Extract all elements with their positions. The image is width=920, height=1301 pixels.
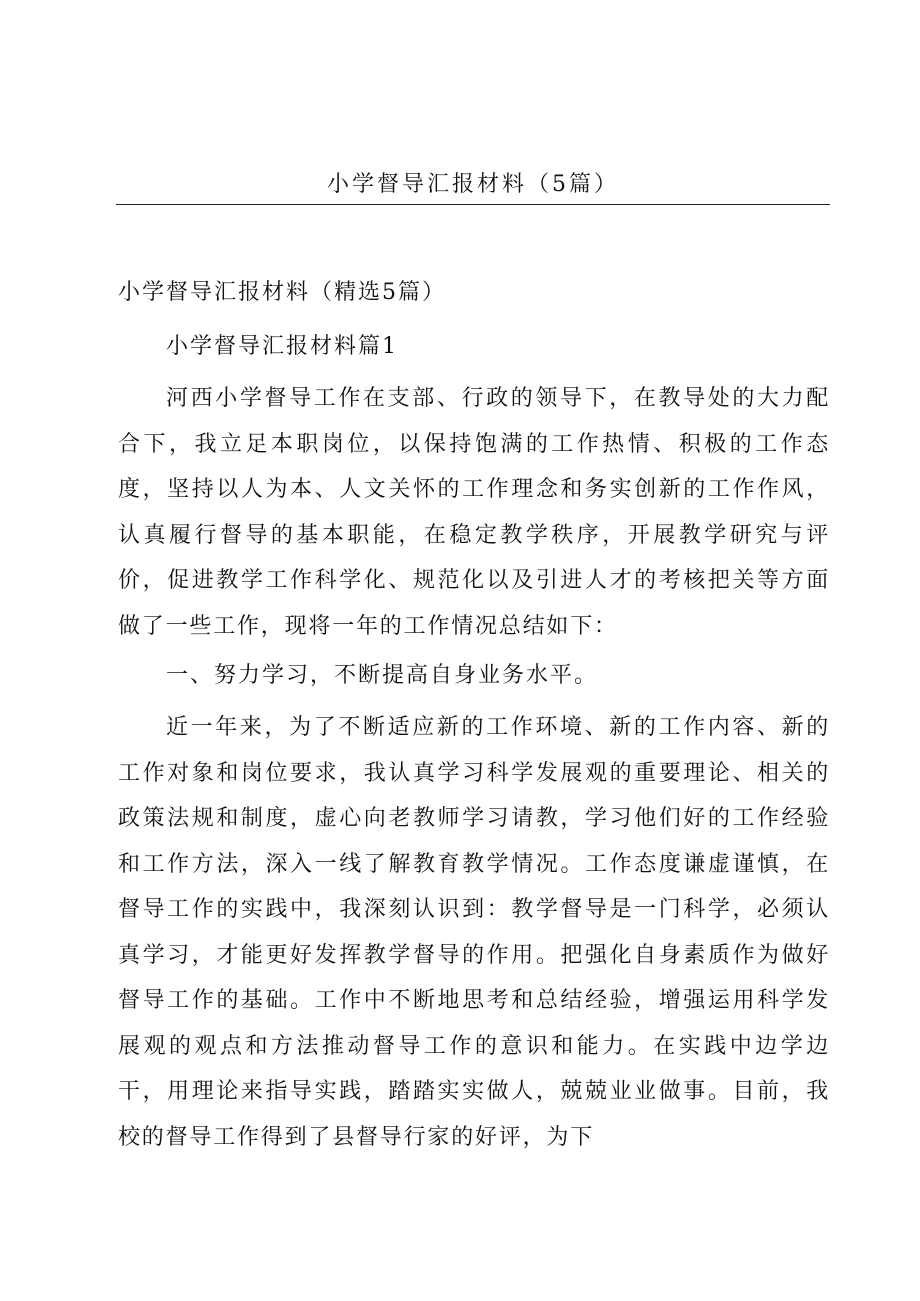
subheading-1: 一、努力学习，不断提高自身业务水平。 [166,663,599,688]
section-title: 小学督导汇报材料篇1 [166,334,398,359]
page-header-title: 小学督导汇报材料（5篇） [327,172,619,197]
paragraph-intro: 河西小学督导工作在支部、行政的领导下，在教导处的大力配合下，我立足本职岗位，以保持饱满的工作热情、积极的工作态度，坚持以人为本、人文关怀的工作理念和务实创新的工作作风，认真履行督导的基本职能，在稳定教学秩序，开展教学研究与评价，促进教学工作科学化、规范化以及引进人才的考核把关等方面做了一些工作，现将一年的工作情况总结如下： [118,386,830,639]
paragraph-study: 近一年来，为了不断适应新的工作环境、新的工作内容、新的工作对象和岗位要求，我认真学习科学发展观的重要理论、相关的政策法规和制度，虚心向老教师学习请教，学习他们好的工作经验和工作方法，深入一线了解教育教学情况。工作态度谦虚谨慎，在督导工作的实践中，我深刻认识到：教学督导是一门科学，必须认真学习，才能更好发挥教学督导的作用。把强化自身素质作为做好督导工作的基础。工作中不断地思考和总结经验，增强运用科学发展观的观点和方法推动督导工作的意识和能力。在实践中边学边干，用理论来指导实践，踏踏实实做人，兢兢业业做事。目前，我校的督导工作得到了县督导行家的好评，为下 [118,715,830,1150]
document-body [118,278,830,1160]
document-title: 小学督导汇报材料（精选5篇） [118,280,446,305]
header-divider [116,204,830,205]
